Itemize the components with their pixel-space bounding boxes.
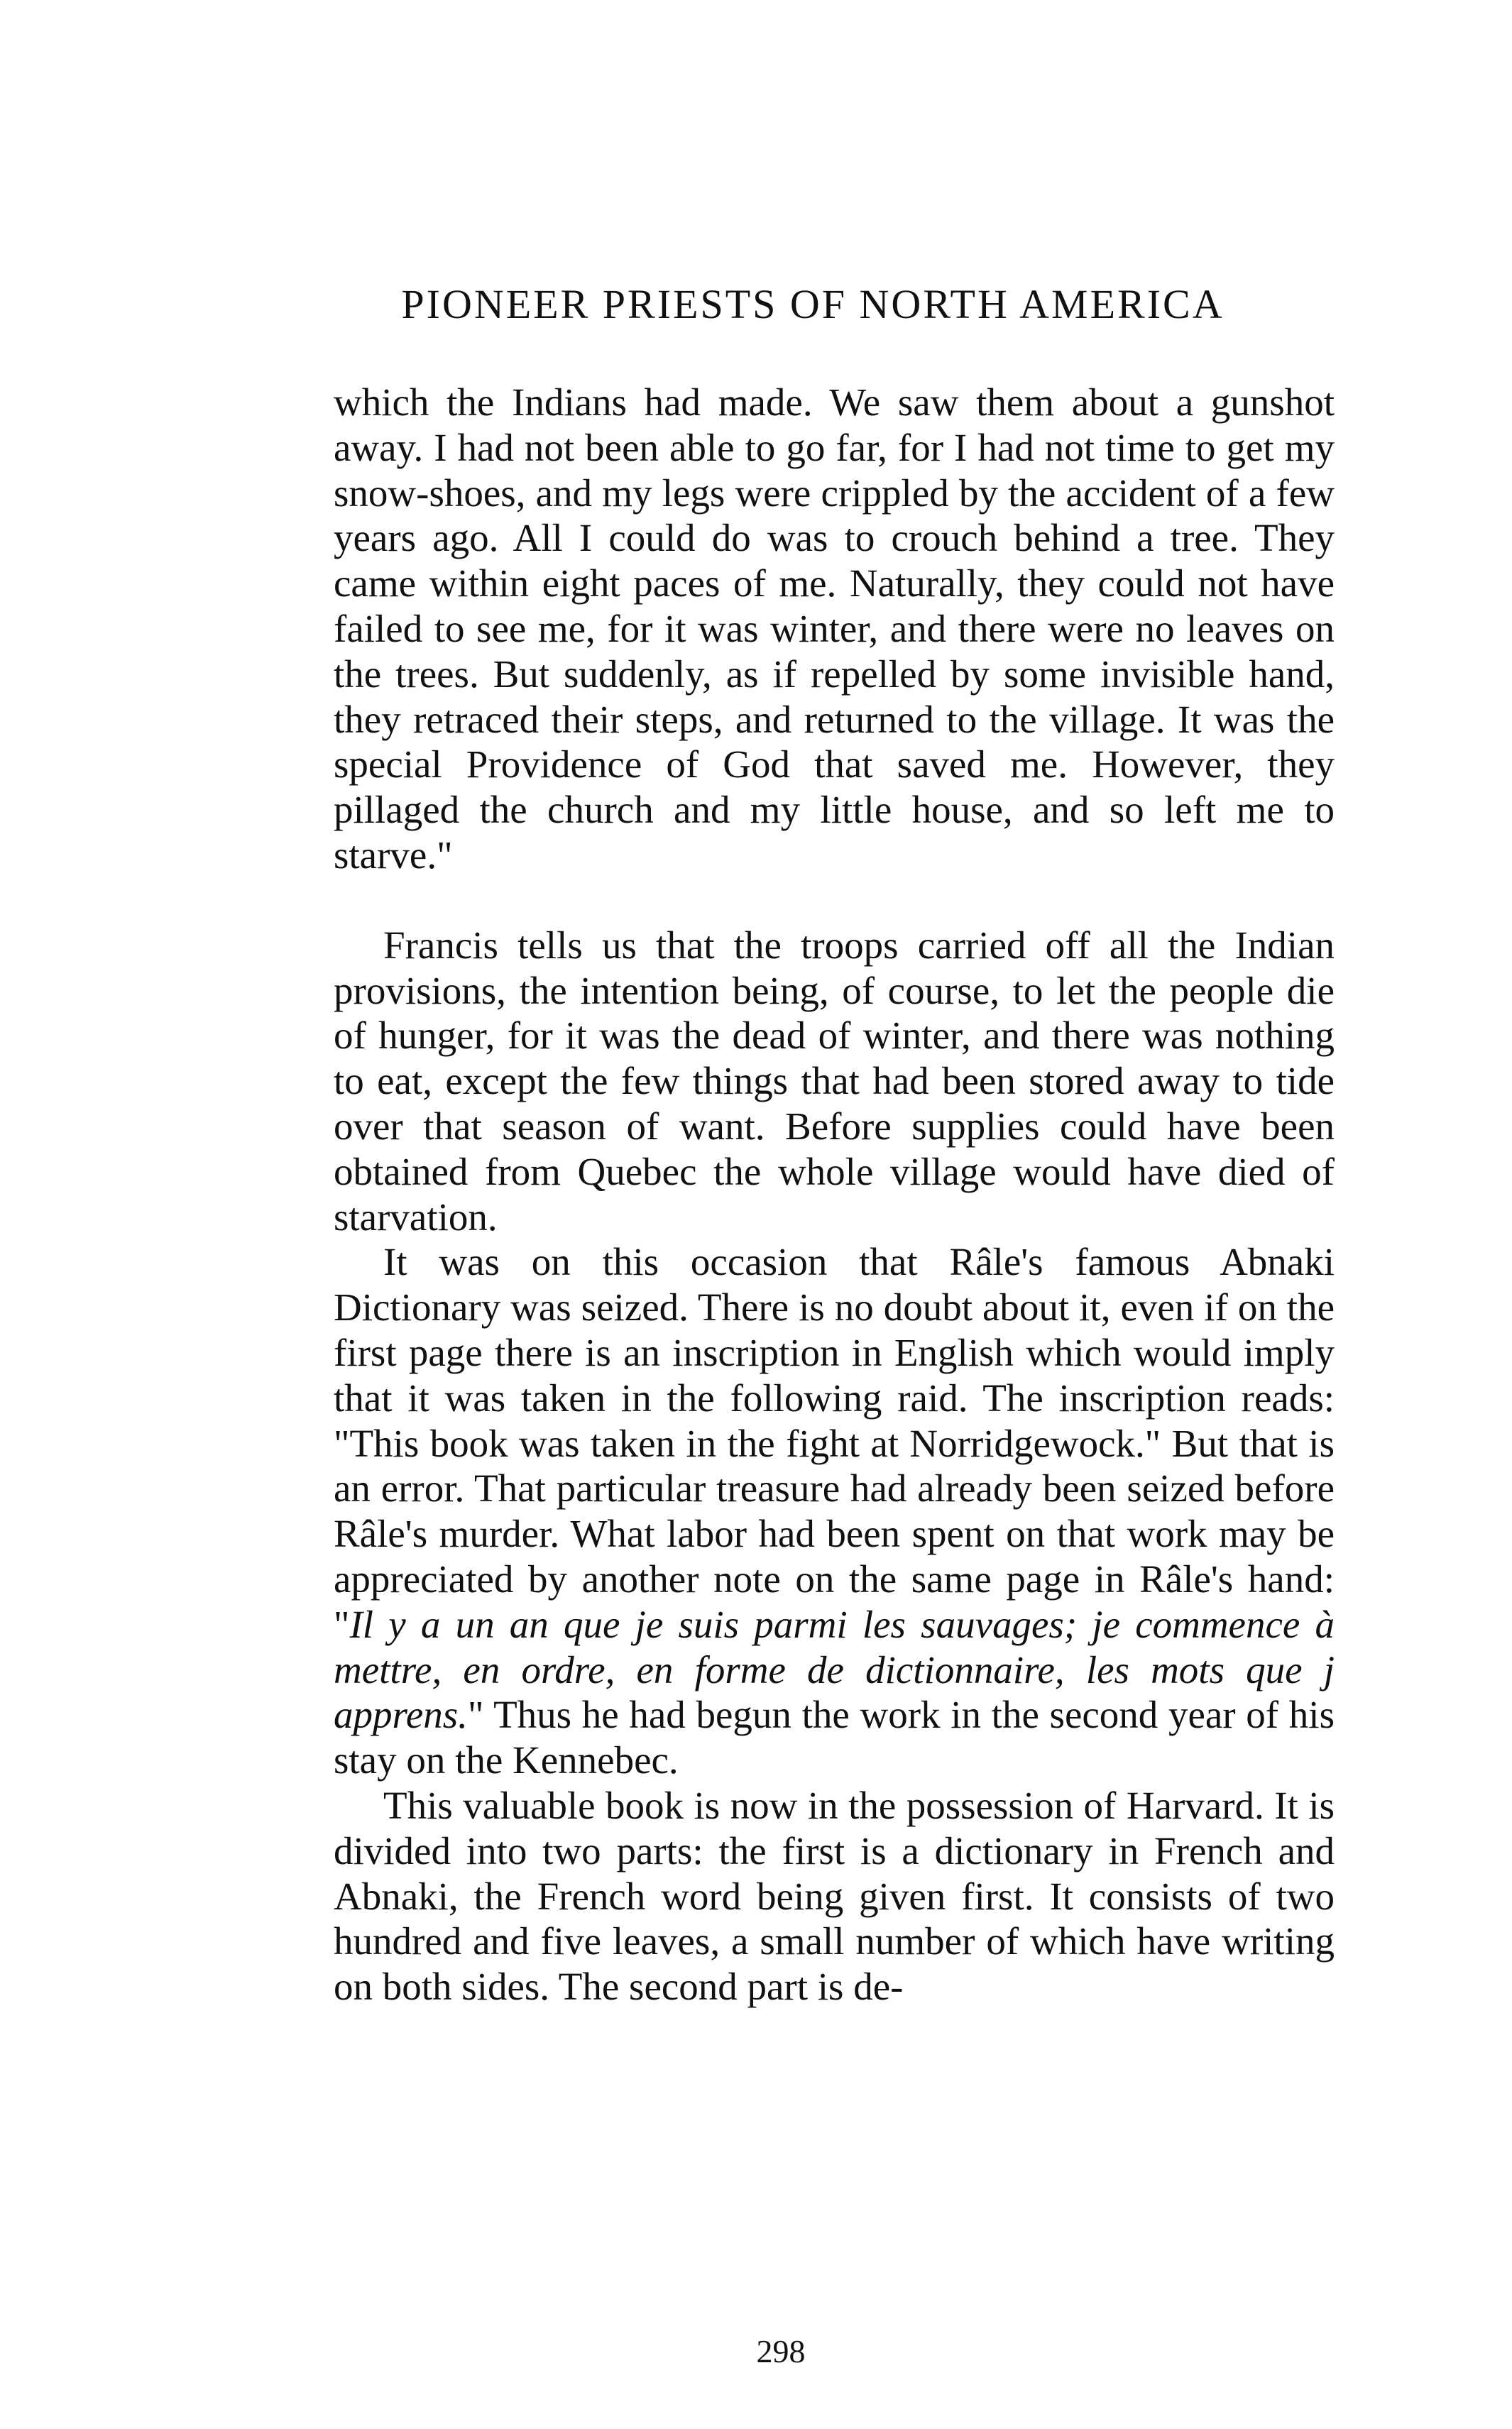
running-head: PIONEER PRIESTS OF NORTH AMERICA [401, 281, 1225, 327]
paragraph-francis: Francis tells us that the troops carried off all the Indian provisions, the intention being, of course, to let the people die of hunger, for it was the dead of winter, and there was nothing to eat, except the few things that had been stored away to tide over that season of want. Before supplies could have been obtained from Quebec the whole village would have died of starvation. [334, 923, 1335, 1239]
body-text [334, 380, 1335, 2009]
french-quotation: Il y a un an que je suis parmi les sauvages; je commence à mettre, en ordre, en forme de dictionnaire, les mots que j apprens. [334, 1602, 1335, 1737]
paragraph-dictionary [334, 1239, 1335, 1783]
paragraph-continued: which the Indians had made. We saw them about a gunshot away. I had not been able to go far, for I had not time to get my snow-shoes, and my legs were crippled by the accident of a few years ago. All I could do was to crouch behind a tree. They came within eight paces of me. Naturally, they could not have failed to see me, for it was winter, and there were no leaves on the trees. But suddenly, as if repelled by some invisible hand, they retraced their steps, and returned to the village. It was the special Providence of God that saved me. However, they pillaged the church and my little house, and so left me to starve." [334, 380, 1335, 877]
paragraph-harvard: This valuable book is now in the possession of Harvard. It is divided into two parts: the first is a dictionary in French and Abnaki, the French word being given first. It consists of two hundred and five leaves, a small number of which have writing on both sides. The second part is de- [334, 1783, 1335, 2009]
paragraph-dictionary-tail: " Thus he had begun the work in the second year of his stay on the Kennebec. [334, 1693, 1335, 1782]
paragraph-dictionary-text: It was on this occasion that Râle's famous Abnaki Dictionary was seized. There is no doubt about it, even if on the first page there is an inscription in English which would imply that it was taken in the following raid. The inscription reads: "This book was taken in the fight at Norridgewock." But that is an error. That particular treasure had already been seized before Râle's murder. What labor had been spent on that work may be appreciated by another note on the same page in Râle's hand: " [334, 1240, 1335, 1646]
page-number: 298 [756, 2333, 806, 2369]
